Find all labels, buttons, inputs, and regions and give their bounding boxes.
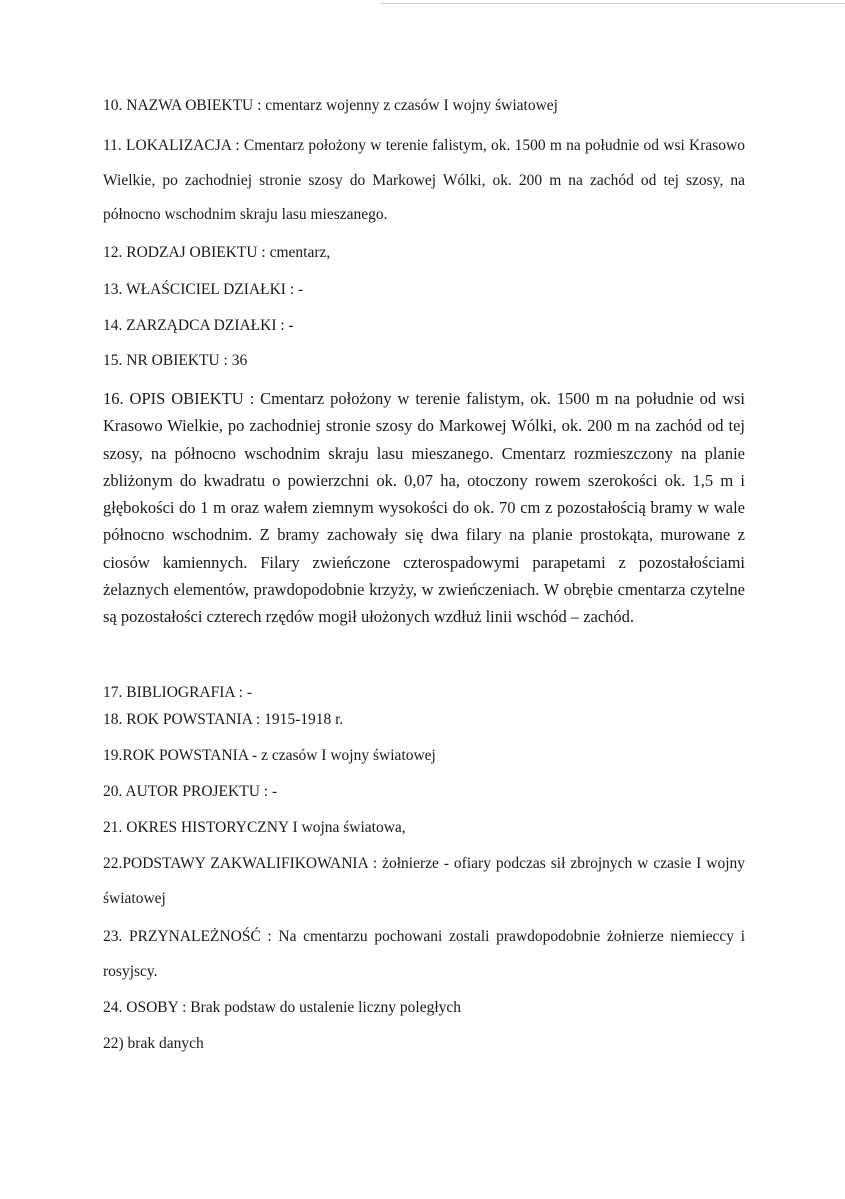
field-nazwa-obiektu: 10. NAZWA OBIEKTU : cmentarz wojenny z czasów I wojny światowej: [103, 97, 558, 114]
field-rok-powstania: 18. ROK POWSTANIA : 1915-1918 r.: [103, 711, 344, 728]
field-nr-obiektu: 15. NR OBIEKTU : 36: [103, 352, 248, 369]
field-przynaleznosc-line-2: rosyjscy.: [103, 963, 158, 980]
field-rok-powstania-2: 19.ROK POWSTANIA - z czasów I wojny światowej: [103, 747, 436, 764]
scan-edge-line: [380, 3, 845, 4]
field-lokalizacja-line-3: północno wschodnim skraju lasu mieszanego.: [103, 206, 388, 223]
field-podstawy-zakwalifikowania-line-1: 22.PODSTAWY ZAKWALIFIKOWANIA : żołnierze - ofiary podczas sił zbrojnych w czasie I wojny: [103, 855, 745, 872]
field-wlasciciel-dzialki: 13. WŁAŚCICIEL DZIAŁKI : -: [103, 281, 304, 298]
field-autor-projektu: 20. AUTOR PROJEKTU : -: [103, 783, 278, 800]
field-rodzaj-obiektu: 12. RODZAJ OBIEKTU : cmentarz,: [103, 244, 331, 261]
field-lokalizacja-line-2: Wielkie, po zachodniej stronie szosy do Markowej Wólki, ok. 200 m na zachód od tej szosy, na: [103, 172, 745, 189]
field-lokalizacja-line-1: 11. LOKALIZACJA : Cmentarz położony w terenie falistym, ok. 1500 m na południe od wsi Krasowo: [103, 137, 745, 154]
field-podstawy-zakwalifikowania-line-2: światowej: [103, 890, 166, 907]
field-zarzadca-dzialki: 14. ZARZĄDCA DZIAŁKI : -: [103, 317, 294, 334]
field-bibliografia: 17. BIBLIOGRAFIA : -: [103, 684, 252, 701]
field-brak-danych: 22) brak danych: [103, 1035, 204, 1052]
field-osoby: 24. OSOBY : Brak podstaw do ustalenie liczny poległych: [103, 999, 462, 1016]
field-opis-obiektu: 16. OPIS OBIEKTU : Cmentarz położony w terenie falistym, ok. 1500 m na południe od wsi Krasowo Wielkie, po zachodniej stronie szosy do Markowej Wólki, ok. 200 m na zachód od tej szosy, na północno wschodnim skraju lasu mieszanego. Cmentarz rozmieszczony na planie zbliżonym do kwadratu o powierzchni ok. 0,07 ha, otoczony rowem szerokości ok. 1,5 m i głębokości do 1 m oraz wałem ziemnym wysokości do ok. 70 cm z pozostałością bramy w wale północno wschodnim. Z bramy zachowały się dwa filary na planie prostokąta, murowane z ciosów kamiennych. Filary zwieńczone czterospadowymi parapetami z pozostałościami żelaznych elementów, prawdopodobnie krzyży, w zwieńczeniach. W obrębie cmentarza czytelne są pozostałości czterech rzędów mogił ułożonych wzdłuż linii wschód – zachód.: [103, 389, 745, 627]
field-przynaleznosc-line-1: 23. PRZYNALEŻNOŚĆ : Na cmentarzu pochowani zostali prawdopodobnie żołnierze niemieccy i: [103, 928, 745, 945]
field-okres-historyczny: 21. OKRES HISTORYCZNY I wojna światowa,: [103, 819, 406, 836]
